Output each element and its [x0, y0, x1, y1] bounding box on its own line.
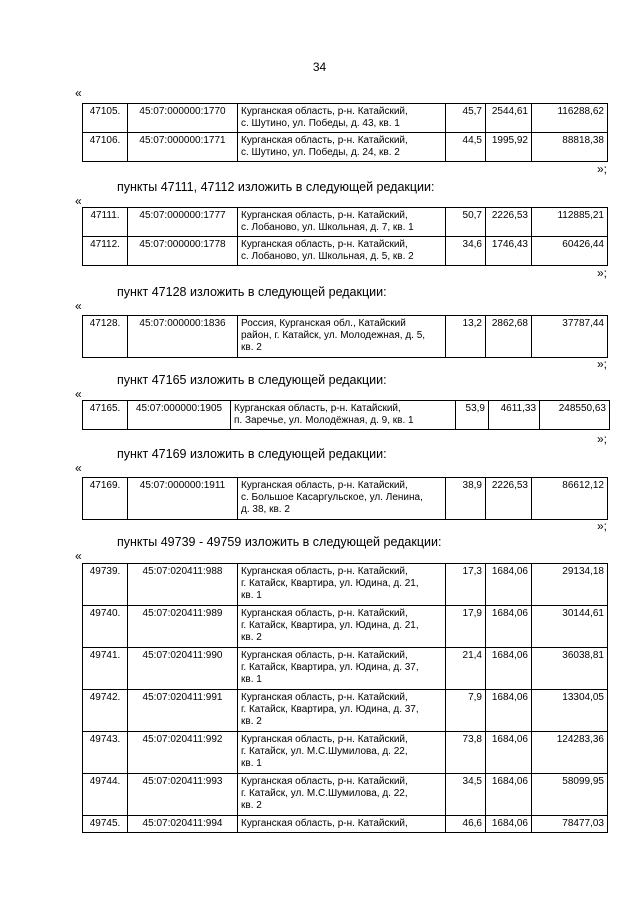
address-line: Курганская область, р-н. Катайский, [241, 566, 408, 577]
total-value-cell: 58099,95 [532, 774, 608, 816]
property-table [82, 563, 608, 833]
total-value-cell: 86612,12 [532, 478, 608, 520]
table-row [83, 401, 610, 430]
cadastral-number-cell: 45:07:000000:1771 [128, 133, 238, 162]
item-number-cell: 47105. [83, 104, 128, 133]
table-row [83, 774, 608, 816]
address-line: Курганская область, р-н. Катайский, [241, 135, 408, 146]
cadastral-number-cell: 45:07:020411:991 [128, 690, 238, 732]
address-line: Курганская область, р-н. Катайский, [241, 818, 408, 829]
table-row [83, 690, 608, 732]
address-line: Курганская область, р-н. Катайский, [241, 210, 408, 221]
open-quote: « [75, 194, 82, 208]
item-number-cell: 47106. [83, 133, 128, 162]
address-line: Курганская область, р-н. Катайский, [241, 692, 408, 703]
total-value-cell: 88818,38 [532, 133, 608, 162]
price-cell: 1684,06 [486, 606, 532, 648]
address-line: кв. 2 [241, 632, 262, 643]
price-cell: 2226,53 [486, 208, 532, 237]
property-table [82, 315, 608, 358]
total-value-cell: 30144,61 [532, 606, 608, 648]
address-line: кв. 1 [241, 590, 262, 601]
open-quote: « [75, 549, 82, 563]
address-line: Россия, Курганская обл., Катайский [241, 318, 406, 329]
open-quote: « [75, 461, 82, 475]
address-line: Курганская область, р-н. Катайский, [241, 106, 408, 117]
area-cell: 34,5 [446, 774, 486, 816]
total-value-cell: 78477,03 [532, 816, 608, 833]
address-cell [238, 104, 446, 133]
cadastral-number-cell: 45:07:020411:988 [128, 564, 238, 606]
price-cell: 1684,06 [486, 648, 532, 690]
cadastral-number-cell: 45:07:000000:1778 [128, 237, 238, 266]
address-line: г. Катайск, Квартира, ул. Юдина, д. 21, [241, 620, 419, 631]
cadastral-number-cell: 45:07:000000:1905 [128, 401, 231, 430]
price-cell: 2862,68 [486, 316, 532, 358]
area-cell: 44,5 [446, 133, 486, 162]
table-row [83, 478, 608, 520]
address-line: кв. 1 [241, 758, 262, 769]
total-value-cell: 116288,62 [532, 104, 608, 133]
address-line: с. Шутино, ул. Победы, д. 43, кв. 1 [241, 118, 400, 129]
address-line: д. 38, кв. 2 [241, 504, 290, 515]
section-heading: пункт 47128 изложить в следующей редакции: [117, 285, 387, 299]
address-line: кв. 2 [241, 716, 262, 727]
area-cell: 17,9 [446, 606, 486, 648]
cadastral-number-cell: 45:07:000000:1911 [128, 478, 238, 520]
address-line: г. Катайск, Квартира, ул. Юдина, д. 21, [241, 578, 419, 589]
area-cell: 13,2 [446, 316, 486, 358]
close-quote: »; [597, 432, 608, 446]
item-number-cell: 49743. [83, 732, 128, 774]
address-line: кв. 2 [241, 800, 262, 811]
property-table [82, 400, 610, 430]
address-cell [238, 478, 446, 520]
price-cell: 2226,53 [486, 478, 532, 520]
item-number-cell: 47169. [83, 478, 128, 520]
cadastral-number-cell: 45:07:020411:990 [128, 648, 238, 690]
total-value-cell: 36038,81 [532, 648, 608, 690]
address-line: г. Катайск, ул. М.С.Шумилова, д. 22, [241, 788, 408, 799]
total-value-cell: 248550,63 [540, 401, 610, 430]
property-table [82, 207, 608, 266]
address-line: п. Заречье, ул. Молодёжная, д. 9, кв. 1 [234, 415, 414, 426]
total-value-cell: 29134,18 [532, 564, 608, 606]
cadastral-number-cell: 45:07:020411:994 [128, 816, 238, 833]
table-row [83, 648, 608, 690]
section-heading: пункты 49739 - 49759 изложить в следующей редакции: [117, 535, 442, 549]
item-number-cell: 49739. [83, 564, 128, 606]
address-line: Курганская область, р-н. Катайский, [241, 239, 408, 250]
address-line: Курганская область, р-н. Катайский, [241, 776, 408, 787]
item-number-cell: 49740. [83, 606, 128, 648]
close-quote: »; [597, 357, 608, 371]
total-value-cell: 37787,44 [532, 316, 608, 358]
open-quote: « [75, 387, 82, 401]
address-line: г. Катайск, ул. М.С.Шумилова, д. 22, [241, 746, 408, 757]
item-number-cell: 47112. [83, 237, 128, 266]
total-value-cell: 112885,21 [532, 208, 608, 237]
address-line: г. Катайск, Квартира, ул. Юдина, д. 37, [241, 662, 419, 673]
price-cell: 1746,43 [486, 237, 532, 266]
area-cell: 73,8 [446, 732, 486, 774]
area-cell: 21,4 [446, 648, 486, 690]
item-number-cell: 47111. [83, 208, 128, 237]
table-row [83, 104, 608, 133]
item-number-cell: 47165. [83, 401, 128, 430]
price-cell: 1684,06 [486, 732, 532, 774]
price-cell: 4611,33 [489, 401, 540, 430]
address-cell [238, 237, 446, 266]
address-line: кв. 1 [241, 674, 262, 685]
price-cell: 1995,92 [486, 133, 532, 162]
price-cell: 1684,06 [486, 816, 532, 833]
area-cell: 45,7 [446, 104, 486, 133]
address-cell [238, 732, 446, 774]
area-cell: 7,9 [446, 690, 486, 732]
property-table [82, 103, 608, 162]
address-line: Курганская область, р-н. Катайский, [241, 608, 408, 619]
area-cell: 38,9 [446, 478, 486, 520]
cadastral-number-cell: 45:07:000000:1777 [128, 208, 238, 237]
price-cell: 1684,06 [486, 564, 532, 606]
item-number-cell: 49745. [83, 816, 128, 833]
address-line: с. Лобаново, ул. Школьная, д. 7, кв. 1 [241, 222, 414, 233]
address-line: Курганская область, р-н. Катайский, [241, 734, 408, 745]
item-number-cell: 49744. [83, 774, 128, 816]
address-line: Курганская область, р-н. Катайский, [241, 480, 408, 491]
cadastral-number-cell: 45:07:020411:992 [128, 732, 238, 774]
item-number-cell: 49742. [83, 690, 128, 732]
address-cell [238, 606, 446, 648]
cadastral-number-cell: 45:07:020411:993 [128, 774, 238, 816]
address-cell [238, 564, 446, 606]
table-row [83, 606, 608, 648]
page-number: 34 [312, 60, 327, 74]
address-line: с. Большое Касаргульское, ул. Ленина, [241, 492, 423, 503]
address-line: кв. 2 [241, 342, 262, 353]
price-cell: 2544,61 [486, 104, 532, 133]
section-heading: пункт 47169 изложить в следующей редакции: [117, 447, 387, 461]
address-line: г. Катайск, Квартира, ул. Юдина, д. 37, [241, 704, 419, 715]
address-cell [238, 648, 446, 690]
cadastral-number-cell: 45:07:020411:989 [128, 606, 238, 648]
area-cell: 50,7 [446, 208, 486, 237]
table-row [83, 133, 608, 162]
address-cell [238, 816, 446, 833]
area-cell: 53,9 [456, 401, 489, 430]
address-cell [238, 774, 446, 816]
total-value-cell: 60426,44 [532, 237, 608, 266]
table-row [83, 237, 608, 266]
close-quote: »; [597, 266, 608, 280]
section-heading: пункты 47111, 47112 изложить в следующей редакции: [117, 180, 435, 194]
open-quote: « [75, 299, 82, 313]
address-line: район, г. Катайск, ул. Молодежная, д. 5, [241, 330, 426, 341]
item-number-cell: 47128. [83, 316, 128, 358]
area-cell: 34,6 [446, 237, 486, 266]
table-row [83, 316, 608, 358]
address-line: с. Шутино, ул. Победы, д. 24, кв. 2 [241, 147, 400, 158]
address-cell [238, 690, 446, 732]
cadastral-number-cell: 45:07:000000:1836 [128, 316, 238, 358]
close-quote: »; [597, 162, 608, 176]
price-cell: 1684,06 [486, 774, 532, 816]
address-cell [231, 401, 456, 430]
address-line: Курганская область, р-н. Катайский, [241, 650, 408, 661]
area-cell: 17,3 [446, 564, 486, 606]
address-cell [238, 133, 446, 162]
property-table [82, 477, 608, 520]
cadastral-number-cell: 45:07:000000:1770 [128, 104, 238, 133]
address-cell [238, 316, 446, 358]
item-number-cell: 49741. [83, 648, 128, 690]
address-line: Курганская область, р-н. Катайский, [234, 403, 401, 414]
total-value-cell: 13304,05 [532, 690, 608, 732]
close-quote: »; [597, 519, 608, 533]
table-row [83, 816, 608, 833]
price-cell: 1684,06 [486, 690, 532, 732]
total-value-cell: 124283,36 [532, 732, 608, 774]
area-cell: 46,6 [446, 816, 486, 833]
open-quote: « [75, 86, 82, 100]
table-row [83, 208, 608, 237]
section-heading: пункт 47165 изложить в следующей редакции: [117, 373, 387, 387]
address-cell [238, 208, 446, 237]
table-row [83, 564, 608, 606]
table-row [83, 732, 608, 774]
address-line: с. Лобаново, ул. Школьная, д. 5, кв. 2 [241, 251, 414, 262]
